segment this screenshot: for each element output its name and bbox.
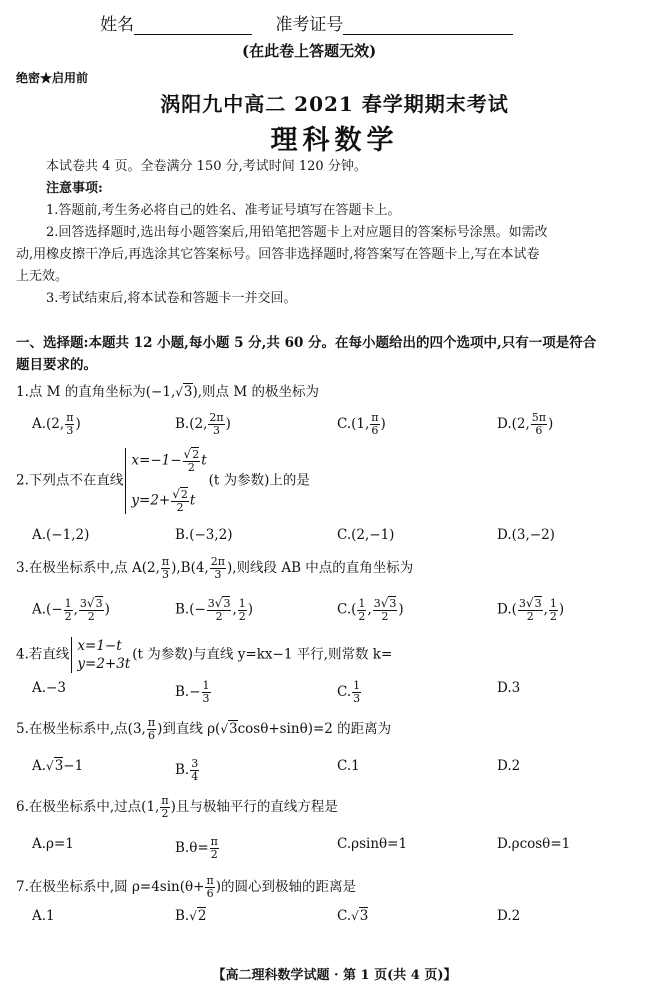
section-heading	[16, 332, 656, 376]
subject-title: 理科数学	[270, 125, 399, 156]
q3-option-a: A.(− $\frac{1}{2}$ , $\frac{3√3}{2}$ )	[32, 596, 110, 623]
q2-equation-system: x=−1− $\frac{√2}{2}$ t y=2+ $\frac{√2}{2}$ t	[125, 448, 206, 514]
question-3: 3.在极坐标系中,点 A(2, $\frac{\pi}{3}$ ),B(4, $\frac{2\pi}{3}$ ),则线段 AB 中点的直角坐标为	[16, 555, 414, 581]
question-7: 7.在极坐标系中,圆 ρ=4sin(θ+ $\frac{\pi}{6}$ )的圆心到极轴的距离是	[16, 874, 356, 900]
q1-option-d: D.(2, $\frac{5\pi}{6}$ )	[497, 411, 554, 437]
q5-option-c: C.1	[337, 758, 360, 774]
name-blank	[134, 16, 252, 35]
id-blank	[343, 16, 513, 35]
question-6: 6.在极坐标系中,过点(1, $\frac{\pi}{2}$ )且与极轴平行的直线方程是	[16, 794, 338, 820]
note-2a: 2.回答选择题时,选出每小题答案后,用铅笔把答题卡上对应题目的答案标号涂黑。如需改	[46, 225, 548, 240]
q6-option-a: A.ρ=1	[32, 836, 74, 852]
q2-stem-post: (t 为参数)上的是	[208, 472, 310, 489]
q7-option-c: C.√3	[337, 908, 369, 924]
q5-stem: 5.在极坐标系中,点(3,	[16, 721, 146, 737]
page-footer: 【高二理科数学试题 · 第 1 页(共 4 页)】	[212, 968, 457, 983]
q1-stem-rad: 3	[183, 384, 193, 400]
q2-option-d: D.(3,−2)	[497, 527, 555, 543]
q5-option-d: D.2	[497, 758, 521, 774]
q1-option-b: B.(2, $\frac{2\pi}{3}$ )	[175, 411, 231, 437]
note-3: 3.考试结束后,将本试卷和答题卡一并交回。	[46, 291, 297, 306]
intro-line: 本试卷共 4 页。全卷满分 150 分,考试时间 120 分钟。	[46, 159, 367, 174]
notes-heading: 注意事项:	[46, 181, 103, 196]
q3-stem: 3.在极坐标系中,点 A(2,	[16, 560, 160, 576]
q4-option-a: A.−3	[32, 680, 66, 696]
q7-stem: 7.在极坐标系中,圆 ρ=4sin(θ+	[16, 879, 205, 895]
q2-option-c: C.(2,−1)	[337, 527, 395, 543]
id-label: 准考证号	[275, 15, 344, 35]
q7-option-d: D.2	[497, 908, 521, 924]
q5-option-b: B. $\frac{3}{4}$	[175, 757, 199, 783]
question-1: 1.点 M 的直角坐标为(−1,√3),则点 M 的极坐标为	[16, 384, 319, 400]
q6-option-c: C.ρsinθ=1	[337, 836, 408, 852]
q4-stem-post: (t 为参数)与直线 y=kx−1 平行,则常数 k=	[132, 646, 393, 663]
q7-option-b: B.√2	[175, 908, 207, 924]
q1-option-c: C.(1, $\frac{\pi}{6}$ )	[337, 411, 386, 437]
q2-option-a: A.(−1,2)	[32, 527, 90, 543]
q3-option-b: B.(− $\frac{3√3}{2}$ , $\frac{1}{2}$ )	[175, 596, 254, 623]
question-4	[16, 637, 656, 673]
q4-equation-system: x=1−t y=2+3t	[71, 637, 130, 673]
q4-option-d: D.3	[497, 680, 521, 696]
exam-title: 涡阳九中高二 2021 春学期期末考试	[160, 92, 509, 116]
candidate-header	[100, 10, 513, 60]
note-1: 1.答题前,考生务必将自己的姓名、准考证号填写在答题卡上。	[46, 203, 401, 218]
q4-stem: 4.若直线	[16, 646, 70, 663]
note-2b: 动,用橡皮擦干净后,再选涂其它答案标号。回答非选择题时,将答案写在答题卡上,写在本试卷	[16, 247, 540, 262]
q6-option-b: B.θ= $\frac{\pi}{2}$	[175, 835, 218, 861]
section-line-2: 题目要求的。	[16, 357, 97, 373]
q7-option-a: A.1	[32, 908, 55, 924]
q1-stem: 1.点 M 的直角坐标为(−1,	[16, 384, 176, 400]
q5-option-a: A.√3−1	[32, 758, 84, 774]
secret-mark: 绝密★启用前	[16, 71, 89, 85]
q4-option-b: B.− $\frac{1}{3}$	[175, 679, 210, 705]
q6-option-d: D.ρcosθ=1	[497, 836, 571, 852]
section-line-1: 一、选择题:本题共 12 小题,每小题 5 分,共 60 分。在每小题给出的四个选项中,只有一项是符合	[16, 335, 597, 351]
intro	[16, 156, 656, 310]
q2-stem: 2.下列点不在直线	[16, 472, 124, 489]
q2-option-b: B.(−3,2)	[175, 527, 233, 543]
q3-option-d: D.( $\frac{3√3}{2}$ , $\frac{1}{2}$ )	[497, 596, 565, 623]
question-2	[16, 448, 656, 514]
q3-option-c: C.( $\frac{1}{2}$ , $\frac{3√3}{2}$ )	[337, 596, 404, 623]
name-label: 姓名	[100, 15, 134, 35]
answer-notice: (在此卷上答题无效)	[242, 42, 377, 60]
q1-stem-post: ),则点 M 的极坐标为	[192, 384, 319, 400]
q4-option-c: C. $\frac{1}{3}$	[337, 679, 361, 705]
q1-option-a: A.(2, $\frac{\pi}{3}$ )	[32, 411, 81, 437]
question-5: 5.在极坐标系中,点(3, $\frac{\pi}{6}$ )到直线 ρ(√3cosθ+sinθ)=2 的距离为	[16, 716, 392, 742]
note-2c: 上无效。	[16, 269, 69, 284]
q6-stem: 6.在极坐标系中,过点(1,	[16, 799, 160, 815]
